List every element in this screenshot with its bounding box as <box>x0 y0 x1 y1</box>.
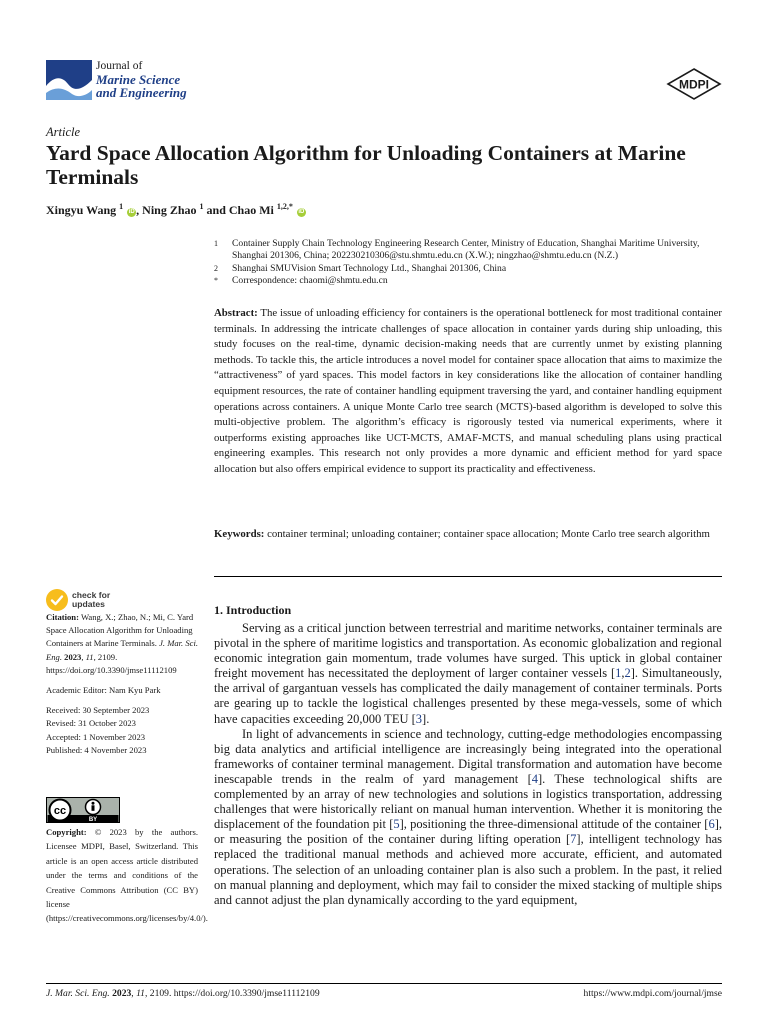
svg-text:cc: cc <box>53 805 67 817</box>
reference-link[interactable]: 6 <box>708 817 715 832</box>
date-revised: Revised: 31 October 2023 <box>46 718 136 729</box>
footer-journal: J. Mar. Sci. Eng. <box>46 988 110 999</box>
reference-link[interactable]: 1 <box>615 666 622 681</box>
citation-text: Wang, X.; Zhao, N.; Mi, C. Yard Space Allocation Algorithm for Unloading Containers at Marine Terminals. <box>46 612 194 649</box>
citation-doi[interactable]: , 2109. https://doi.org/10.3390/jmse11112109 <box>46 651 177 675</box>
orcid-icon[interactable]: iD <box>128 209 135 215</box>
author-list <box>46 202 306 218</box>
journal-name-line2: Marine Science <box>96 72 181 87</box>
citation-volume: 11 <box>85 651 94 662</box>
journal-name-line3: and Engineering <box>96 85 187 100</box>
footer-divider <box>46 983 722 984</box>
publication-dates <box>46 704 198 757</box>
article-type: Article <box>46 125 81 139</box>
keywords-label: Keywords: <box>214 528 265 540</box>
affiliation-mark: 2 <box>214 263 218 273</box>
author-separator: , <box>136 203 143 217</box>
author-separator: and <box>203 203 229 217</box>
article-title: Yard Space Allocation Algorithm for Unloading Containers at Marine Terminals <box>46 141 686 189</box>
body-text <box>214 621 722 908</box>
footer-citation: J. Mar. Sci. Eng. 2023, 11, 2109. https://doi.org/10.3390/jmse11112109 <box>46 988 320 999</box>
date-published: Published: 4 November 2023 <box>46 744 147 755</box>
reference-link[interactable]: 7 <box>570 832 577 847</box>
affiliation-item <box>214 238 724 263</box>
section-divider <box>214 576 722 577</box>
author-name[interactable]: Ning Zhao <box>142 203 197 217</box>
citation-label: Citation: <box>46 612 79 622</box>
body-paragraph: In light of advancements in science and technology, cutting-edge methodologies encompassing big data analytics and artificial intelligence are increasingly being integrated into the operational frameworks of container terminal management. Digital transformation and automation have become inescapable trends in the realm of yard management [4]. These technological shifts are complemented by an array of new technologies and solutions in logistics transportation, addressing challenges that were historically reliant on manual human intervention. Whether it is monitoring the displacement of the foundation pit [5], positioning the three-dimensional attitude of the container [6], or measuring the position of the container during lifting operation [7], intelligent technology has replaced the traditional manual methods and achieved more accurate, efficient, and automated operations. The selection of an unloading container plan is also such a problem. In the past, it relied on manual planning and deployment, which may fail to consider the mixed stacking of multiple ships and cannot adjust the plan dynamically according to the yard equipment, <box>214 726 722 907</box>
affiliation-item <box>214 263 724 275</box>
check-updates-icon <box>46 589 68 611</box>
footer-journal-url[interactable]: https://www.mdpi.com/journal/jmse <box>583 988 722 999</box>
article-info-sidebar <box>46 611 198 764</box>
affiliation-text: Container Supply Chain Technology Engineering Research Center, Ministry of Education, Shanghai Maritime University, Shanghai 201306, China; 202230210306@stu.shmtu.edu.cn (X.W.); ningzhao@shmtu.edu.cn (N.Z.) <box>232 238 700 262</box>
reference-link[interactable]: 3 <box>415 711 423 726</box>
abstract <box>214 306 722 478</box>
journal-name-line1: Journal of <box>96 60 143 72</box>
academic-editor: Academic Editor: Nam Kyu Park <box>46 685 161 696</box>
keywords-text: container terminal; unloading container; container space allocation; Monte Carlo tree search algorithm <box>267 528 710 540</box>
journal-name <box>96 60 187 99</box>
affiliations <box>214 238 724 288</box>
citation-year: 2023 <box>64 651 82 662</box>
author-name[interactable]: Chao Mi <box>228 203 274 217</box>
reference-link[interactable]: 5 <box>393 817 400 832</box>
affiliation-mark: * <box>214 276 218 286</box>
affiliation-text: Shanghai SMUVision Smart Technology Ltd., Shanghai 201306, China <box>232 262 507 274</box>
journal-logo-icon <box>46 60 92 100</box>
check-updates-line2: updates <box>72 599 105 609</box>
footer-doi[interactable]: , 2109. https://doi.org/10.3390/jmse11112109 <box>144 988 320 999</box>
footer-volume: 11 <box>136 988 145 999</box>
check-for-updates-button[interactable] <box>46 587 110 613</box>
cc-by-license-icon[interactable] <box>46 797 120 823</box>
body-paragraph: Serving as a critical junction between terrestrial and maritime networks, container terminals are pivotal in the sphere of maritime logistics and transportation. As economic globalization and regional economic integration gain momentum, trade volumes have surged. This uptick in global container freight movement has necessitated the deployment of larger container vessels [1,2]. Simultaneously, the arrival of gargantuan vessels has complicated the daily management of container terminals. Ports are gearing up to tackle the logistical challenges presented by these mega-vessels, some of which have capacities exceeding 20,000 TEU [3]. <box>214 621 722 726</box>
author-name[interactable]: Xingyu Wang <box>46 203 117 217</box>
reference-link[interactable]: 2 <box>624 666 631 681</box>
citation-block: Citation: Wang, X.; Zhao, N.; Mi, C. Yard Space Allocation Algorithm for Unloading Containers at Marine Terminals. J. Mar. Sci. Eng. 2023, 11, 2109. https://doi.org/10.3390/jmse11112109 <box>46 612 198 675</box>
affiliation-item <box>214 275 724 287</box>
copyright-text: © 2023 by the authors. Licensee MDPI, Basel, Switzerland. This article is an open access article distributed under the terms and conditions of the Creative Commons Attribution (CC BY) license (https://creativecommons.org/licenses/by/4.0/). <box>46 827 208 924</box>
author-affil-sup: 1,2,* <box>276 202 293 211</box>
mdpi-logo-icon <box>666 68 722 100</box>
abstract-text: The issue of unloading efficiency for containers is the operational bottleneck for most traditional container terminals. In addressing the intricate challenges of space allocation in container yards during ship unloading, this study focuses on the real-time, dynamic decision-making needs that are currently unmet by existing planning methods. To tackle this, the article introduces a novel model for container space allocation that aims to maximize the “attractiveness” of yard spaces. This model factors in key considerations like the allocation of container handling equipment resources, the rate of container handling equipment traversing the yard, and container handling equipment operations across containers. A unique Monte Carlo tree search (MCTS)-based algorithm is developed to solve this multi-objective problem. The algorithm’s efficacy is rigorously tested via numerical experiments, where it outperforms existing approaches like UCT-MCTS, AMAF-MCTS, and manual scheduling plans using practical engineering examples. This research not only provides a more dynamic and efficient method for yard space allocation but also offers empirical evidence to support its practicality and effectiveness. <box>214 307 722 475</box>
cc-badge-label: BY <box>88 817 98 823</box>
affiliation-mark: 1 <box>214 239 218 248</box>
citation-journal: J. Mar. Sci. Eng. <box>46 638 198 662</box>
footer-year: 2023 <box>112 988 132 999</box>
copyright-notice <box>46 825 208 926</box>
copyright-label: Copyright: <box>46 827 87 837</box>
abstract-label: Abstract: <box>214 307 258 319</box>
correspondence-text: Correspondence: chaomi@shmtu.edu.cn <box>232 275 388 287</box>
date-accepted: Accepted: 1 November 2023 <box>46 731 146 742</box>
author-affil-sup: 1 <box>119 202 124 211</box>
author-affil-sup: 1 <box>199 202 204 211</box>
orcid-icon[interactable]: iD <box>298 209 305 215</box>
date-received: Received: 30 September 2023 <box>46 705 150 716</box>
reference-link[interactable]: 4 <box>531 771 538 786</box>
check-updates-line1: check for <box>72 590 111 600</box>
keywords <box>214 527 722 543</box>
section-heading: 1. Introduction <box>214 603 292 617</box>
mdpi-logo-text: MDPI <box>679 77 709 92</box>
